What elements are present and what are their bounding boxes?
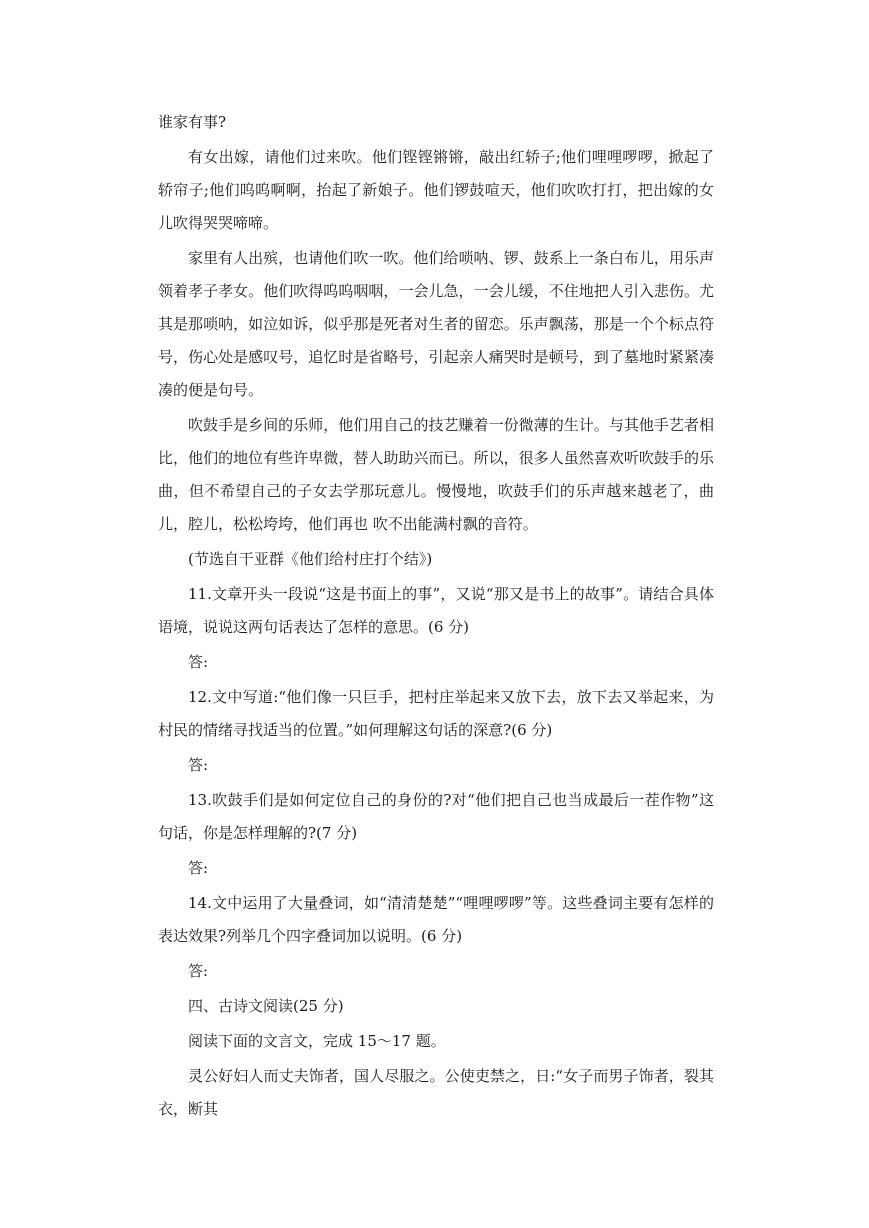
answer-label-11: 答: [188,653,209,671]
document-body [158,106,714,1128]
answer-label-12: 答: [188,756,209,774]
source-citation: (节选自干亚群《他们给村庄打个结》) [188,550,433,568]
question-14: 14.文中运用了大量叠词，如“清清楚楚”“哩哩啰啰”等。这些叠词主要有怎样的表达效果?列举几个四字叠词加以说明。(6 分) [158,894,714,945]
reading-instruction: 阅读下面的文言文，完成 15～17 题。 [188,1032,446,1050]
paragraph-question-opening: 谁家有事? [158,113,227,131]
paragraph-funeral: 家里有人出殡，也请他们吹一吹。他们给唢呐、锣、鼓系上一条白布儿，用乐声领着孝子孝女。他们吹得呜呜咽咽，一会儿急，一会儿缓，不住地把人引入悲伤。尤其是那唢呐，如泣如诉，似乎那是死者对生者的留恋。乐声飘荡，那是一个个标点符号，伤心处是感叹号，追忆时是省略号，引起亲人痛哭时是顿号，到了墓地时紧紧凑凑的便是句号。 [158,249,714,399]
question-13: 13.吹鼓手们是如何定位自己的身份的?对“他们把自己也当成最后一茬作物”这句话，你是怎样理解的?(7 分) [158,791,714,842]
question-11: 11.文章开头一段说“这是书面上的事”，又说“那又是书上的故事”。请结合具体语境，说说这两句话表达了怎样的意思。(6 分) [158,585,714,636]
section-heading-classical: 四、古诗文阅读(25 分) [188,997,344,1015]
answer-label-13: 答: [188,859,209,877]
answer-label-14: 答: [188,962,209,980]
paragraph-musicians: 吹鼓手是乡间的乐师，他们用自己的技艺赚着一份微薄的生计。与其他手艺者相比，他们的地位有些许卑微，替人助助兴而已。所以，很多人虽然喜欢听吹鼓手的乐曲，但不希望自己的子女去学那玩意儿。慢慢地，吹鼓手们的乐声越来越老了，曲儿，腔儿，松松垮垮，他们再也 吹不出能满村飘的音符。 [158,416,714,533]
paragraph-wedding: 有女出嫁，请他们过来吹。他们铿铿锵锵，敲出红轿子;他们哩哩啰啰，掀起了轿帘子;他们呜呜啊啊，抬起了新娘子。他们锣鼓喧天，他们吹吹打打，把出嫁的女儿吹得哭哭啼啼。 [158,148,714,232]
question-12: 12.文中写道:“他们像一只巨手，把村庄举起来又放下去，放下去又举起来，为村民的情绪寻找适当的位置。”如何理解这句话的深意?(6 分) [158,688,714,739]
classical-passage: 灵公好妇人而丈夫饰者，国人尽服之。公使吏禁之，日:“女子而男子饰者，裂其衣，断其 [158,1067,714,1118]
